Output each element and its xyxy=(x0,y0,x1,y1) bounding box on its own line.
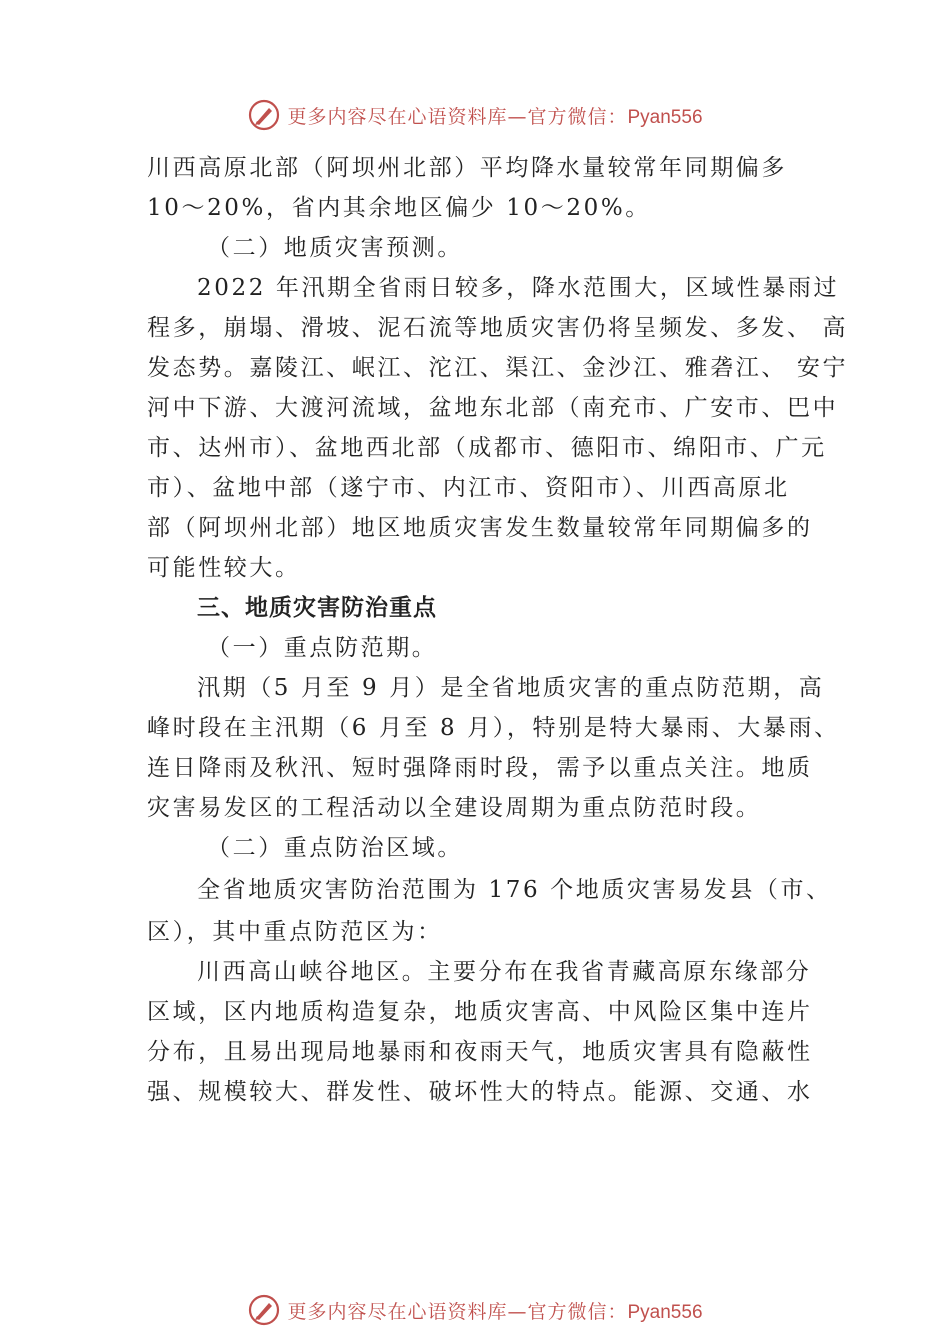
text-line: 可能性较大。 xyxy=(147,555,301,581)
watermark-dash: — xyxy=(507,1300,528,1323)
text-line: 市、达州市）、盆地西北部（成都市、德阳市、绵阳市、广元 xyxy=(147,435,827,461)
watermark-dash: — xyxy=(507,105,528,128)
paragraph-start: 2022 年汛期全省雨日较多，降水范围大，区域性暴雨过 xyxy=(197,275,840,301)
text-line: 部（阿坝州北部）地区地质灾害发生数量较常年同期偏多的 xyxy=(147,515,813,541)
text-line: 程多，崩塌、滑坡、泥石流等地质灾害仍将呈频发、多发、 高 xyxy=(147,315,849,341)
footer-watermark xyxy=(0,1290,950,1330)
text-line: 市）、盆地中部（遂宁市、内江市、资阳市）、川西高原北 xyxy=(147,475,790,501)
text-line: 灾害易发区的工程活动以全建设周期为重点防范时段。 xyxy=(147,795,762,821)
text-line: 河中下游、大渡河流域，盆地东北部（南充市、广安市、巴中 xyxy=(147,395,839,421)
text-line: 10～20%，省内其余地区偏少 10～20%。 xyxy=(147,195,651,221)
text-line: 连日降雨及秋汛、短时强降雨时段，需予以重点关注。地质 xyxy=(147,755,813,781)
paragraph-start: 汛期（5 月至 9 月）是全省地质灾害的重点防范期，高 xyxy=(197,675,825,701)
paragraph-start: 全省地质灾害防治范围为 176 个地质灾害易发县（市、 xyxy=(197,877,832,903)
watermark-brand: 更多内容尽在心语资料库 xyxy=(287,105,508,128)
subsection-heading: （二）地质灾害预测。 xyxy=(207,235,463,261)
header-watermark xyxy=(0,95,950,135)
watermark-text xyxy=(287,1297,702,1324)
text-line: 发态势。嘉陵江、岷江、沱江、渠江、金沙江、雅砻江、 安宁 xyxy=(147,355,849,381)
subsection-heading: （一）重点防范期。 xyxy=(207,635,438,661)
watermark-brand: 更多内容尽在心语资料库 xyxy=(287,1300,508,1323)
watermark-wechat-id: Pyan556 xyxy=(627,1301,703,1323)
section-heading: 三、地质灾害防治重点 xyxy=(197,595,437,621)
text-line: 川西高原北部（阿坝州北部）平均降水量较常年同期偏多 xyxy=(147,155,787,181)
subsection-heading: （二）重点防治区域。 xyxy=(207,835,463,861)
watermark-text xyxy=(287,102,702,129)
pen-seal-icon xyxy=(247,98,281,132)
text-line: 强、规模较大、群发性、破坏性大的特点。能源、交通、水 xyxy=(147,1079,813,1105)
paragraph-start: 川西高山峡谷地区。主要分布在我省青藏高原东缘部分 xyxy=(197,959,812,985)
text-line: 峰时段在主汛期（6 月至 8 月），特别是特大暴雨、大暴雨、 xyxy=(147,715,840,741)
pen-seal-icon xyxy=(247,1293,281,1327)
text-line: 分布，且易出现局地暴雨和夜雨天气，地质灾害具有隐蔽性 xyxy=(147,1039,813,1065)
document-body xyxy=(147,148,849,1112)
text-line: 区域，区内地质构造复杂，地质灾害高、中风险区集中连片 xyxy=(147,999,813,1025)
text-line: 区），其中重点防范区为： xyxy=(147,919,443,945)
watermark-wechat-id: Pyan556 xyxy=(627,106,703,128)
watermark-wechat-label: 官方微信： xyxy=(527,1300,628,1323)
watermark-wechat-label: 官方微信： xyxy=(527,105,628,128)
